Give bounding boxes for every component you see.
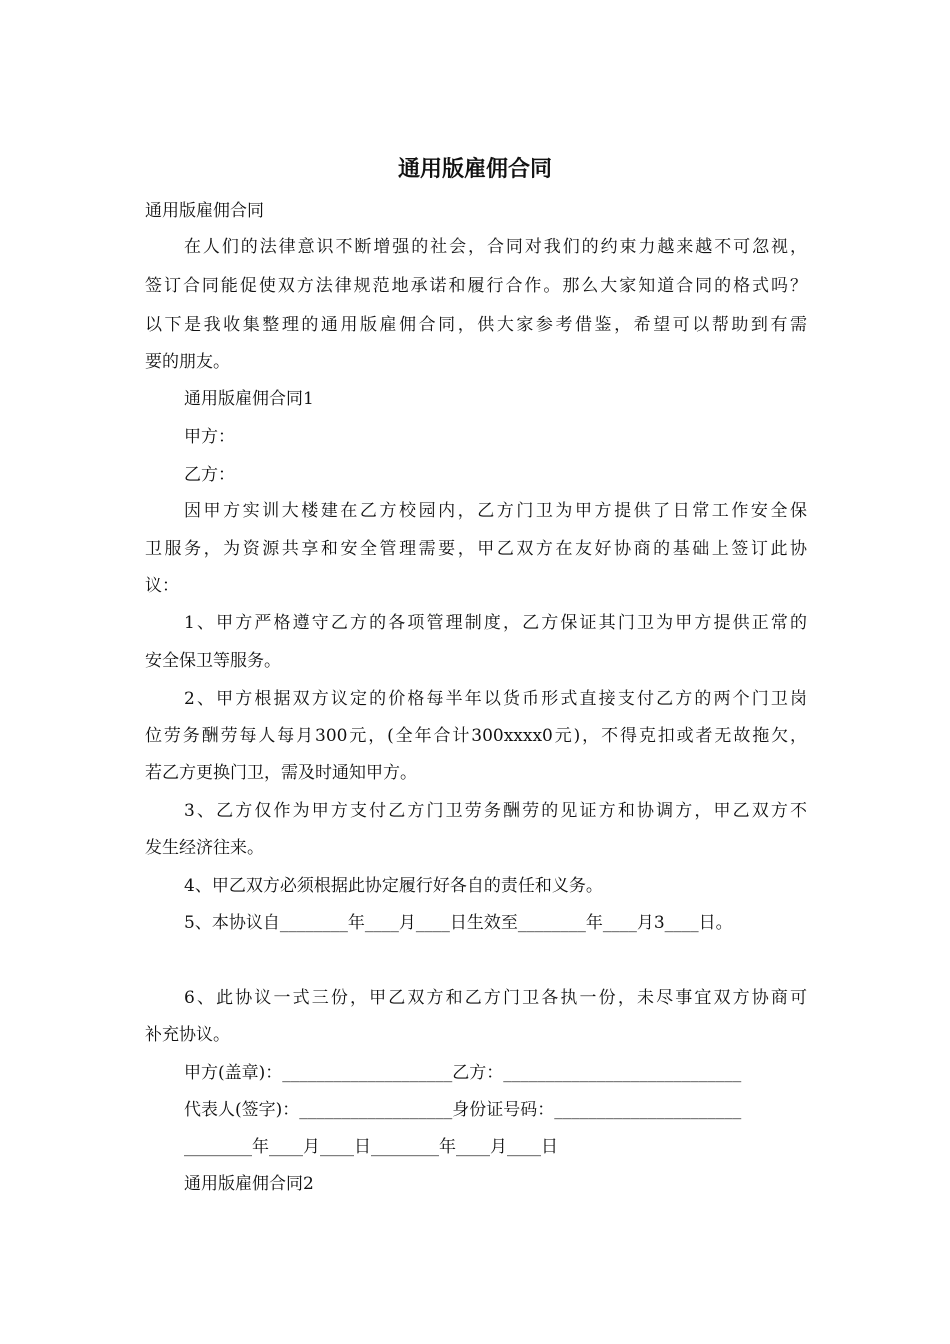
clause-2-line-1: 2、甲方根据双方议定的价格每半年以货币形式直接支付乙方的两个门卫岗 [184, 689, 807, 709]
clause-2-line-3: 若乙方更换门卫，需及时通知甲方。 [145, 763, 417, 783]
clause-6-line-2: 补充协议。 [145, 1025, 230, 1045]
section-heading-2: 通用版雇佣合同2 [184, 1174, 314, 1194]
clause-1-line-1: 1、甲方严格遵守乙方的各项管理制度，乙方保证其门卫为甲方提供正常的 [184, 613, 807, 633]
party-b-label: 乙方： [184, 465, 235, 485]
intro-line-2: 签订合同能促使双方法律规范地承诺和履行合作。那么大家知道合同的格式吗？ [145, 276, 807, 296]
preamble-line-1: 因甲方实训大楼建在乙方校园内，乙方门卫为甲方提供了日常工作安全保 [184, 501, 807, 521]
clause-6-line-1: 6、此协议一式三份，甲乙双方和乙方门卫各执一份，未尽事宜双方协商可 [184, 988, 807, 1008]
intro-line-4: 要的朋友。 [145, 352, 230, 372]
preamble-line-3: 议： [145, 576, 179, 596]
document-title: 通用版雇佣合同 [397, 157, 552, 182]
clause-1-line-2: 安全保卫等服务。 [145, 651, 281, 671]
subtitle-line: 通用版雇佣合同 [145, 201, 264, 221]
preamble-line-2: 卫服务，为资源共享和安全管理需要，甲乙双方在友好协商的基础上签订此协 [145, 539, 807, 559]
party-a-label: 甲方： [184, 427, 235, 447]
section-heading-1: 通用版雇佣合同1 [184, 389, 314, 409]
clause-3-line-1: 3、乙方仅作为甲方支付乙方门卫劳务酬劳的见证方和协调方，甲乙双方不 [184, 801, 807, 821]
clause-4-line: 4、甲乙双方必须根据此协定履行好各自的责任和义务。 [184, 876, 603, 896]
signature-line-representative: 代表人(签字)：__________________身份证号码：______________________ [184, 1100, 742, 1120]
clause-2-line-2: 位劳务酬劳每人每月300元，(全年合计300xxxx0元)，不得克扣或者无故拖欠， [145, 726, 807, 746]
clause-3-line-2: 发生经济往来。 [145, 838, 264, 858]
signature-line-dates: ________年____月____日________年____月____日 [184, 1137, 558, 1157]
signature-line-seal: 甲方(盖章)：____________________乙方：____________________________ [184, 1063, 742, 1083]
intro-line-1: 在人们的法律意识不断增强的社会，合同对我们的约束力越来越不可忽视， [184, 237, 807, 257]
clause-5-line: 5、本协议自________年____月____日生效至________年____月3____日。 [184, 913, 733, 933]
intro-line-3: 以下是我收集整理的通用版雇佣合同，供大家参考借鉴，希望可以帮助到有需 [145, 315, 807, 335]
